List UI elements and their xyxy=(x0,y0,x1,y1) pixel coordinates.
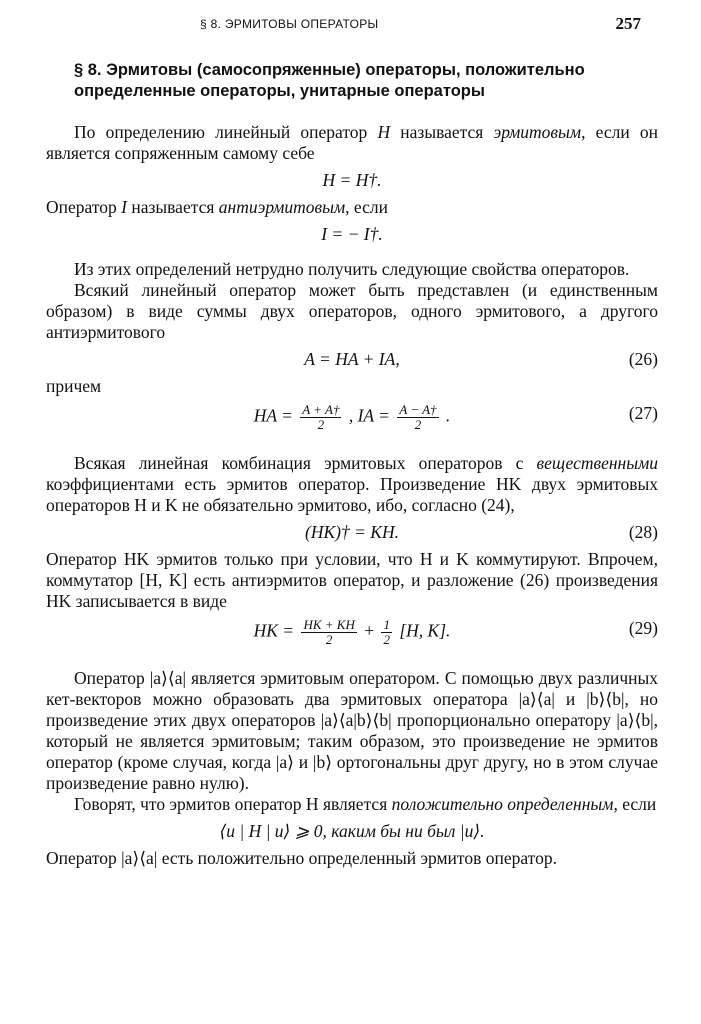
paragraph-hermitian-definition: По определению линейный оператор H называется эрмитовым, если он является сопряженным самому себе xyxy=(46,122,658,163)
equation-27 xyxy=(46,397,658,439)
equation-antihermitian-formula: I = − I†. xyxy=(321,224,383,244)
equation-29-number: (29) xyxy=(628,618,658,638)
equation-26-formula: A = HA + IA, xyxy=(304,349,400,369)
section-number: § 8. xyxy=(74,61,102,79)
equation-hermitian xyxy=(46,164,658,197)
running-header xyxy=(0,14,701,36)
page-number: 257 xyxy=(615,14,641,33)
equation-26-number: (26) xyxy=(628,349,658,369)
running-title: § 8. ЭРМИТОВЫ ОПЕРАТОРЫ xyxy=(200,17,379,31)
equation-hermitian-formula: H = H†. xyxy=(322,170,382,190)
equation-29 xyxy=(46,612,658,654)
equation-28-number: (28) xyxy=(628,522,658,542)
section-title: Эрмитовы (самосопряженные) операторы, положительно определенные операторы, унитарные операторы xyxy=(74,61,585,100)
equation-27-number: (27) xyxy=(628,403,658,423)
page-body xyxy=(46,60,658,869)
paragraph-projector-positive: Оператор |a⟩⟨a| есть положительно определенный эрмитов оператор. xyxy=(46,848,557,868)
equation-antihermitian xyxy=(46,218,658,251)
equation-positive-formula: ⟨u | H | u⟩ ⩾ 0, каким бы ни был |u⟩. xyxy=(219,821,485,841)
paragraph-decomposition: Всякий линейный оператор может быть представлен (и единственным образом) в виде суммы двух операторов, одного эрмитового, а другого антиэрмитового xyxy=(46,280,658,342)
paragraph-positive-definite: Говорят, что эрмитов оператор H является положительно определенным, если xyxy=(74,794,657,814)
equation-27-formula: HA = $\frac{A + A\dagger}{2}$ , IA = $\frac{A - A\dagger}{2}$ . xyxy=(253,402,451,432)
paragraph-projector: Оператор |a⟩⟨a| является эрмитовым оператором. С помощью двух различных кет-векторов можно образовать два эрмитовых оператора |a⟩⟨a| и |b⟩⟨b|, но произведение этих двух операторов |a⟩⟨a|b⟩⟨b| пропорционально оператору |a⟩⟨b|, который не является эрмитовым; таким образом, это произведение не эрмитов оператор (кроме случая, когда |a⟩ и |b⟩ ортогональны друг другу, но в этом случае произведение равно нулю). xyxy=(46,668,658,793)
paragraph-properties-intro: Из этих определений нетрудно получить следующие свойства операторов. xyxy=(74,259,630,279)
paragraph-where: причем xyxy=(46,376,102,396)
equation-28-formula: (HK)† = KH. xyxy=(305,522,399,542)
equation-29-formula: HK = $\frac{HK + KH}{2}$ + $\frac{1}{2}$ [H, K]. xyxy=(253,617,451,647)
paragraph-antihermitian-definition: Оператор I называется антиэрмитовым, если xyxy=(46,197,388,217)
section-heading xyxy=(46,60,658,102)
equation-26 xyxy=(46,343,658,376)
equation-28 xyxy=(46,516,658,549)
equation-positive xyxy=(46,815,658,848)
paragraph-commutator: Оператор HK эрмитов только при условии, что H и K коммутируют. Впрочем, коммутатор [H, K] есть антиэрмитов оператор, и разложение (26) произведения HK записывается в виде xyxy=(46,549,658,611)
paragraph-linear-combination: Всякая линейная комбинация эрмитовых операторов с вещественными коэффициентами есть эрмитов оператор. Произведение HK двух эрмитовых операторов H и K не обязательно эрмитово, ибо, согласно (24), xyxy=(46,453,658,515)
